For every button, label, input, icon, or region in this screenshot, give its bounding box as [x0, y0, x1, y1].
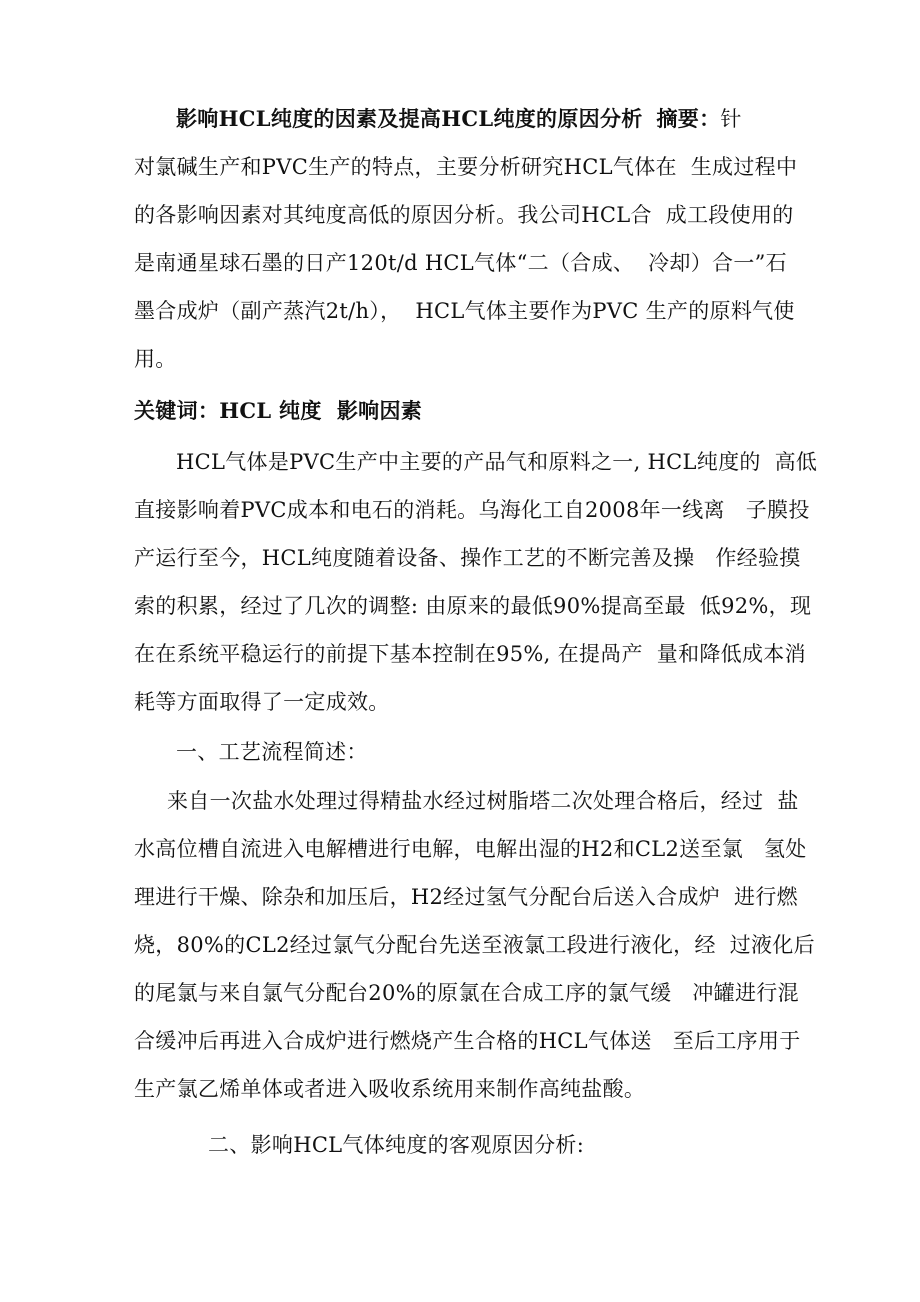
intro-line-3: 产运行至今，HCL纯度随着设备、操作工艺的不断完善及操 作经验摸	[134, 546, 801, 570]
intro-line-4: 索的积累，经过了几次的调整: 由原来的最低90%提高至最 低92%，现	[134, 594, 812, 618]
abstract-line-3: 的各影响因素对其纯度高低的原因分析。我公司HCL合 成工段使用的	[134, 203, 794, 227]
abstract-line-4: 是南通星球石墨的日产120t/d HCL气体“二（合成、 冷却）合一”石	[134, 251, 787, 275]
abstract-line-1	[176, 104, 742, 134]
section-1-line-1: 来自一次盐水处理过得精盐水经过树脂塔二次处理合格后，经过 盐	[167, 789, 799, 813]
abstract-line-5: 墨合成炉（副产蒸汽2t/h）， HCL气体主要作为PVC 生产的原料气使	[134, 299, 795, 323]
intro-line-2: 直接影响着PVC成本和电石的消耗。乌海化工自2008年一线离 子膜投	[134, 498, 810, 522]
keywords-line: 关键词：HCL 纯度 影响因素	[134, 398, 423, 423]
intro-line-6: 耗等方面取得了一定成效。	[134, 690, 390, 714]
section-2-heading: 二、影响HCL气体纯度的客观原因分析:	[208, 1133, 585, 1157]
abstract-label: 摘要：	[656, 106, 721, 131]
abstract-line-6: 用。	[134, 347, 177, 371]
section-1-line-6: 合缓冲后再进入合成炉进行燃烧产生合格的HCL气体送 至后工序用于	[134, 1029, 801, 1053]
section-1-line-2: 水高位槽自流进入电解槽进行电解，电解出湿的H2和CL2送至氯 氢处	[134, 837, 807, 861]
section-1-line-3: 理进行干燥、除杂和加压后，H2经过氢气分配台后送入合成炉 进行燃	[134, 885, 798, 909]
document-title: 影响HCL纯度的因素及提高HCL纯度的原因分析	[176, 106, 643, 131]
section-1-heading: 一、工艺流程简述：	[176, 740, 368, 764]
section-1-line-5: 的尾氯与来自氯气分配台20%的原氯在合成工序的氯气缓 冲罐进行混	[134, 981, 799, 1005]
abstract-text-start: 针	[720, 107, 742, 131]
intro-line-1: HCL气体是PVC生产中主要的产品气和原料之一, HCL纯度的 高低	[176, 450, 818, 474]
section-1-line-4: 烧，80%的CL2经过氯气分配台先送至液氯工段进行液化，经 过液化后	[134, 933, 815, 957]
section-1-line-7: 生产氯乙烯单体或者进入吸收系统用来制作高纯盐酸。	[134, 1077, 646, 1101]
abstract-line-2: 对氯碱生产和PVC生产的特点，主要分析研究HCL气体在 生成过程中	[134, 155, 798, 179]
intro-line-5: 在在系统平稳运行的前提下基本控制在95%, 在提咼产 量和降低成本消	[134, 642, 806, 666]
